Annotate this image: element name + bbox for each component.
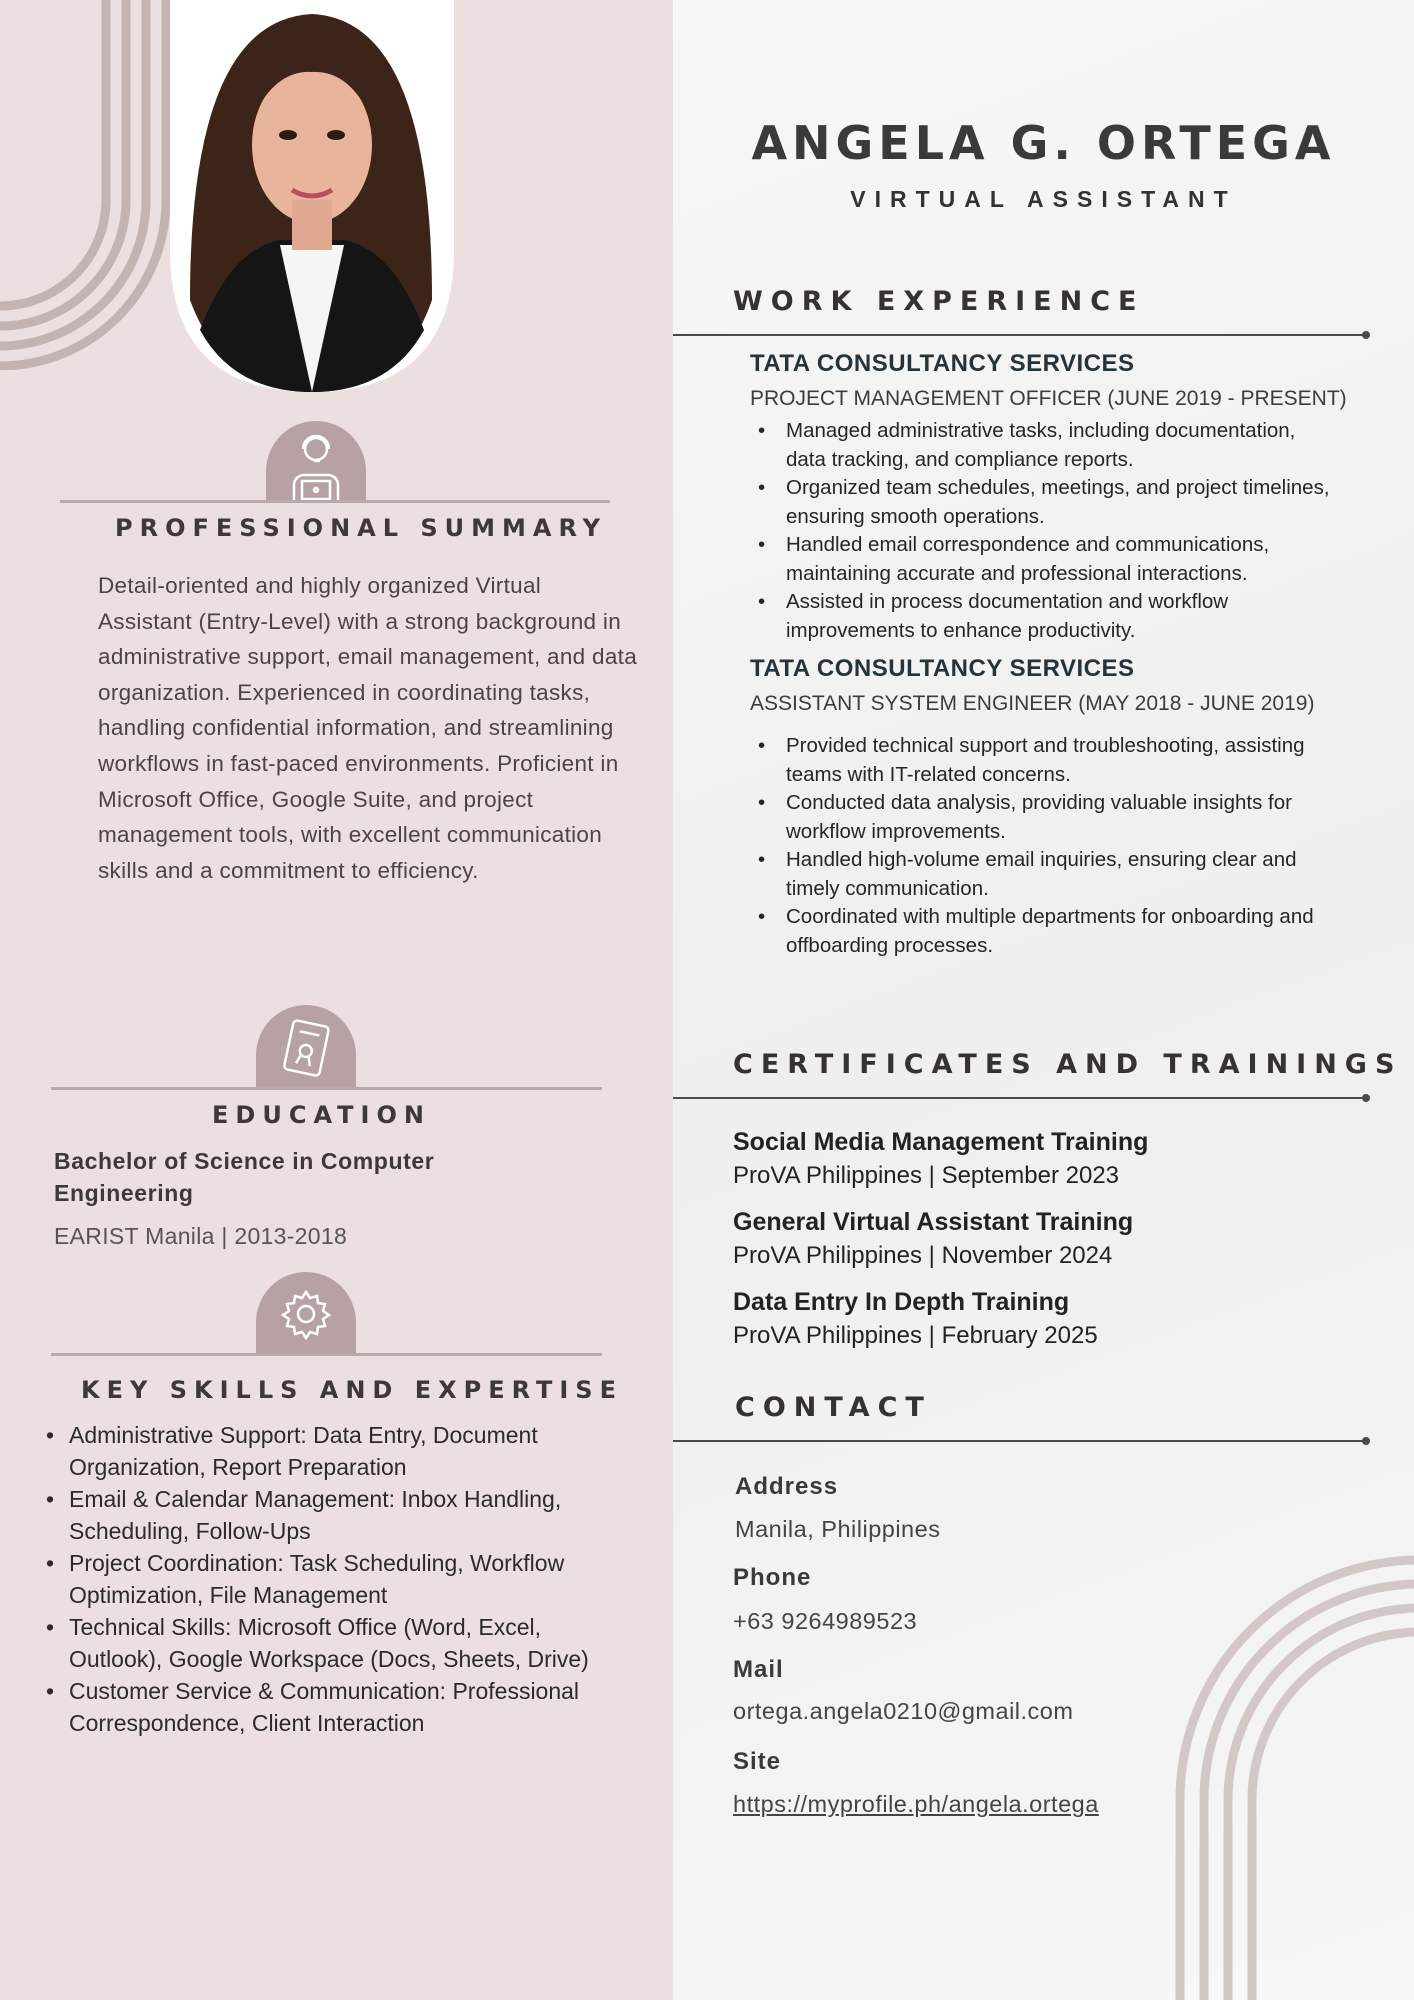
certificate-item <box>733 1208 1148 1288</box>
job-bullet: • Organized team schedules, meetings, and project timelines, ensuring smooth operations. <box>750 474 1340 531</box>
job-entry <box>750 655 1370 960</box>
work-experience-heading: WORK EXPERIENCE <box>733 286 1145 317</box>
divider <box>673 334 1367 336</box>
profile-photo <box>170 0 454 392</box>
certificate-title: General Virtual Assistant Training <box>733 1208 1134 1236</box>
certificate-detail: ProVA Philippines | September 2023 <box>733 1162 1120 1189</box>
job-entry <box>750 350 1370 645</box>
job-bullet: • Handled high-volume email inquiries, ensuring clear and timely communication. <box>750 846 1340 903</box>
mail-value[interactable]: ortega.angela0210@gmail.com <box>733 1698 1074 1724</box>
certificate-item <box>733 1128 1148 1208</box>
job-bullet: • Conducted data analysis, providing valuable insights for workflow improvements. <box>750 789 1340 846</box>
site-label: Site <box>733 1748 782 1775</box>
skill-item: • Technical Skills: Microsoft Office (Word, Excel, Outlook), Google Workspace (Docs, Sheets, Drive) <box>46 1611 626 1675</box>
company-name: TATA CONSULTANCY SERVICES <box>750 350 1135 377</box>
degree: Bachelor of Science in Computer Engineering <box>54 1148 435 1206</box>
divider <box>673 1440 1367 1442</box>
candidate-name: ANGELA G. ORTEGA <box>751 116 1336 170</box>
work-experience-list <box>750 350 1370 960</box>
certificate-list <box>733 1128 1148 1350</box>
divider <box>51 1087 602 1090</box>
certificate-item <box>733 1288 1148 1350</box>
address-label: Address <box>735 1473 839 1500</box>
certificates-heading: CERTIFICATES AND TRAININGS <box>733 1049 1403 1080</box>
skill-item: • Email & Calendar Management: Inbox Handling, Scheduling, Follow-Ups <box>46 1483 626 1547</box>
certificate-title: Social Media Management Training <box>733 1128 1149 1156</box>
certificate-title: Data Entry In Depth Training <box>733 1288 1070 1316</box>
contact-heading: CONTACT <box>735 1392 932 1423</box>
skills-heading: KEY SKILLS AND EXPERTISE <box>81 1376 623 1404</box>
job-role: ASSISTANT SYSTEM ENGINEER (MAY 2018 - JUNE 2019) <box>750 692 1315 715</box>
job-bullet: • Assisted in process documentation and workflow improvements to enhance productivity. <box>750 588 1340 645</box>
job-role: PROJECT MANAGEMENT OFFICER (JUNE 2019 - PRESENT) <box>750 387 1347 410</box>
headset-laptop-icon <box>266 421 366 501</box>
skills-icon-badge <box>256 1272 356 1354</box>
certificate-detail: ProVA Philippines | November 2024 <box>733 1242 1113 1269</box>
skill-item: • Project Coordination: Task Scheduling, Workflow Optimization, File Management <box>46 1547 626 1611</box>
divider <box>51 1353 602 1356</box>
certificate-icon <box>256 1005 356 1088</box>
job-bullet: • Handled email correspondence and communications, maintaining accurate and professional interactions. <box>750 531 1340 588</box>
summary-heading: PROFESSIONAL SUMMARY <box>115 514 608 542</box>
company-name: TATA CONSULTANCY SERVICES <box>750 655 1135 682</box>
decorative-arches-bottom-right <box>1170 1550 1414 2000</box>
skill-item: • Administrative Support: Data Entry, Document Organization, Report Preparation <box>46 1419 626 1483</box>
summary-text: Detail-oriented and highly organized Virtual Assistant (Entry-Level) with a strong background in administrative support, email management, and data organization. Experienced in coordinating tasks, handling confidential information, and streamlining workflows in fast-paced environments. Proficient in Microsoft Office, Google Suite, and project management tools, with excellent communication skills and a commitment to efficiency. <box>98 573 638 883</box>
school: EARIST Manila | 2013-2018 <box>54 1223 348 1249</box>
skill-item: • Customer Service & Communication: Professional Correspondence, Client Interaction <box>46 1675 626 1739</box>
education-heading: EDUCATION <box>212 1101 431 1129</box>
site-link[interactable]: https://myprofile.ph/angela.ortega <box>733 1791 1099 1817</box>
gear-icon <box>256 1272 356 1354</box>
job-bullet: • Coordinated with multiple departments for onboarding and offboarding processes. <box>750 903 1340 960</box>
phone-label: Phone <box>733 1564 812 1591</box>
job-bullet: • Managed administrative tasks, including documentation, data tracking, and compliance reports. <box>750 417 1340 474</box>
candidate-title: VIRTUAL ASSISTANT <box>850 186 1237 212</box>
phone-value: +63 9264989523 <box>733 1608 918 1634</box>
education-icon-badge <box>256 1005 356 1088</box>
job-bullet: • Provided technical support and troubleshooting, assisting teams with IT-related concerns. <box>750 732 1340 789</box>
summary-icon-badge <box>266 421 366 501</box>
divider <box>673 1097 1367 1099</box>
address-value: Manila, Philippines <box>735 1516 941 1542</box>
skills-list <box>46 1419 626 1739</box>
certificate-detail: ProVA Philippines | February 2025 <box>733 1322 1098 1349</box>
divider <box>60 500 610 503</box>
decorative-arcs-top-left <box>0 0 175 370</box>
mail-label: Mail <box>733 1656 784 1683</box>
